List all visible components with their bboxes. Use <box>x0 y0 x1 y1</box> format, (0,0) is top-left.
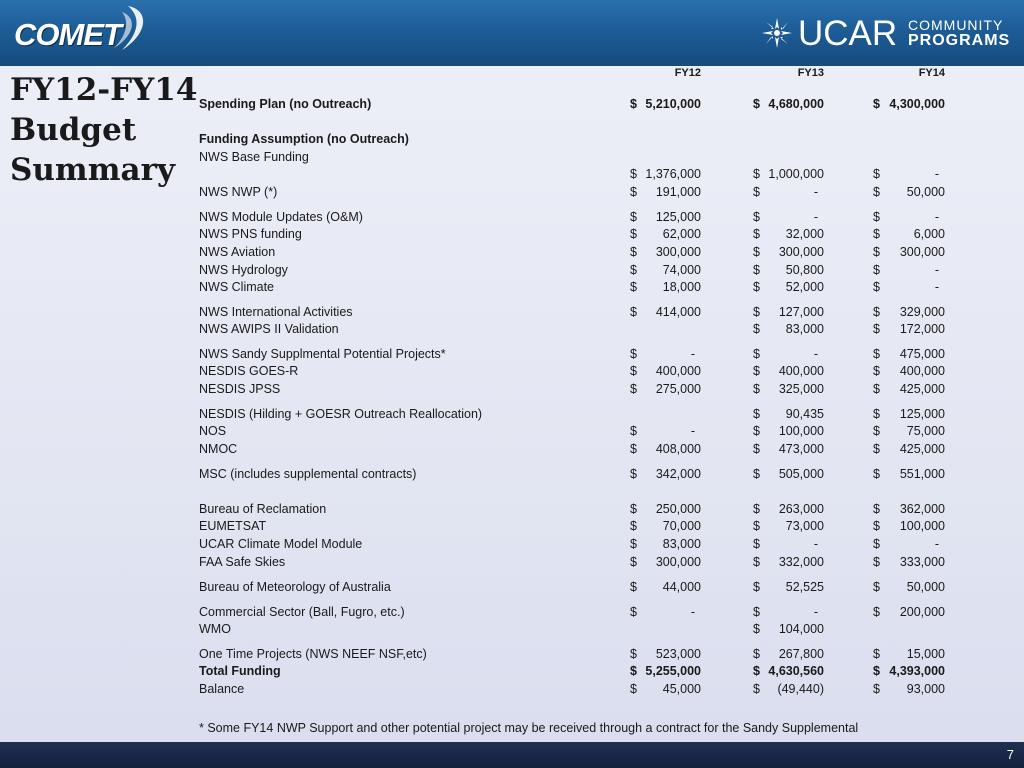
currency-symbol: $ <box>753 664 760 678</box>
cell-value: 325,000 <box>778 382 824 396</box>
currency-symbol: $ <box>753 185 760 199</box>
cell-value: 73,000 <box>785 519 824 533</box>
currency-symbol: $ <box>630 364 637 378</box>
cell-value: 18,000 <box>662 280 701 294</box>
cell-value: 52,000 <box>785 280 824 294</box>
currency-symbol: $ <box>753 407 760 421</box>
currency-symbol: $ <box>873 305 880 319</box>
cell-value: 332,000 <box>778 555 824 569</box>
row-label: Spending Plan (no Outreach) <box>199 97 372 111</box>
currency-symbol: $ <box>873 382 880 396</box>
currency-symbol: $ <box>630 97 637 111</box>
cell-value: 400,000 <box>778 364 824 378</box>
title-line: Budget <box>10 112 137 148</box>
comet-logo: COMET <box>14 17 121 52</box>
currency-symbol: $ <box>753 555 760 569</box>
cell-value: 475,000 <box>899 347 945 361</box>
currency-symbol: $ <box>630 210 637 224</box>
cell-value: 127,000 <box>778 305 824 319</box>
currency-symbol: $ <box>753 519 760 533</box>
cell-value: - <box>934 537 939 551</box>
cell-value: 6,000 <box>913 227 945 241</box>
currency-symbol: $ <box>873 407 880 421</box>
cell-value: 74,000 <box>662 263 701 277</box>
currency-symbol: $ <box>630 467 637 481</box>
cell-value: 523,000 <box>655 647 701 661</box>
row-label: MSC (includes supplemental contracts) <box>199 467 417 481</box>
currency-symbol: $ <box>873 280 880 294</box>
cell-value: 408,000 <box>655 442 701 456</box>
row-label: NWS AWIPS II Validation <box>199 322 339 336</box>
row-label: One Time Projects (NWS NEEF NSF,etc) <box>199 647 427 661</box>
currency-symbol: $ <box>753 364 760 378</box>
cell-value: 90,435 <box>785 407 824 421</box>
currency-symbol: $ <box>873 263 880 277</box>
cell-value: 551,000 <box>899 467 945 481</box>
ucar-sub-programs: PROGRAMS <box>908 32 1011 49</box>
currency-symbol: $ <box>873 442 880 456</box>
currency-symbol: $ <box>630 442 637 456</box>
cell-value: 4,393,000 <box>889 664 945 678</box>
currency-symbol: $ <box>753 347 760 361</box>
currency-symbol: $ <box>753 245 760 259</box>
cell-value: 104,000 <box>778 622 824 636</box>
cell-value: 1,376,000 <box>645 167 701 181</box>
cell-value: - <box>813 210 818 224</box>
cell-value: 4,300,000 <box>889 97 945 111</box>
cell-value: - <box>934 167 939 181</box>
currency-symbol: $ <box>873 97 880 111</box>
cell-value: 300,000 <box>655 245 701 259</box>
currency-symbol: $ <box>873 322 880 336</box>
cell-value: 300,000 <box>655 555 701 569</box>
row-label: Commercial Sector (Ball, Fugro, etc.) <box>199 605 405 619</box>
currency-symbol: $ <box>630 682 637 696</box>
currency-symbol: $ <box>753 682 760 696</box>
cell-value: 250,000 <box>655 502 701 516</box>
currency-symbol: $ <box>630 167 637 181</box>
cell-value: 300,000 <box>899 245 945 259</box>
cell-value: 100,000 <box>778 424 824 438</box>
currency-symbol: $ <box>873 664 880 678</box>
cell-value: 83,000 <box>785 322 824 336</box>
cell-value: 505,000 <box>778 467 824 481</box>
cell-value: 4,630,560 <box>768 664 824 678</box>
ucar-logo <box>760 14 1010 54</box>
cell-value: 50,000 <box>906 185 945 199</box>
cell-value: - <box>690 605 695 619</box>
cell-value: 50,800 <box>785 263 824 277</box>
cell-value: 62,000 <box>662 227 701 241</box>
currency-symbol: $ <box>873 245 880 259</box>
cell-value: - <box>813 185 818 199</box>
currency-symbol: $ <box>630 263 637 277</box>
column-header: FY12 <box>674 67 701 79</box>
title-line: FY12-FY14 <box>10 72 198 108</box>
currency-symbol: $ <box>873 364 880 378</box>
currency-symbol: $ <box>873 167 880 181</box>
row-label: FAA Safe Skies <box>199 555 286 569</box>
cell-value: 425,000 <box>899 382 945 396</box>
page-number: 7 <box>1006 747 1014 762</box>
currency-symbol: $ <box>873 347 880 361</box>
currency-symbol: $ <box>873 605 880 619</box>
currency-symbol: $ <box>630 280 637 294</box>
currency-symbol: $ <box>873 210 880 224</box>
row-label: NWS Aviation <box>199 245 276 259</box>
ucar-sub-community: COMMUNITY <box>908 17 1004 33</box>
currency-symbol: $ <box>753 622 760 636</box>
currency-symbol: $ <box>873 467 880 481</box>
row-label: Bureau of Reclamation <box>199 502 327 516</box>
cell-value: - <box>813 605 818 619</box>
cell-value: 172,000 <box>899 322 945 336</box>
cell-value: 329,000 <box>899 305 945 319</box>
currency-symbol: $ <box>753 424 760 438</box>
currency-symbol: $ <box>630 555 637 569</box>
currency-symbol: $ <box>753 210 760 224</box>
currency-symbol: $ <box>630 382 637 396</box>
cell-value: - <box>934 263 939 277</box>
row-label: Bureau of Meteorology of Australia <box>199 580 391 594</box>
currency-symbol: $ <box>630 580 637 594</box>
cell-value: - <box>934 280 939 294</box>
title-line: Summary <box>10 152 175 188</box>
currency-symbol: $ <box>873 647 880 661</box>
cell-value: 425,000 <box>899 442 945 456</box>
cell-value: 32,000 <box>785 227 824 241</box>
currency-symbol: $ <box>873 537 880 551</box>
currency-symbol: $ <box>873 424 880 438</box>
row-label: NWS Base Funding <box>199 150 309 164</box>
cell-value: 5,255,000 <box>645 664 701 678</box>
cell-value: - <box>690 347 695 361</box>
currency-symbol: $ <box>873 502 880 516</box>
currency-symbol: $ <box>753 580 760 594</box>
row-label: NMOC <box>199 442 238 456</box>
ucar-wordmark: UCAR <box>798 14 898 53</box>
cell-value: 83,000 <box>662 537 701 551</box>
cell-value: 473,000 <box>778 442 824 456</box>
currency-symbol: $ <box>753 605 760 619</box>
cell-value: 15,000 <box>906 647 945 661</box>
currency-symbol: $ <box>873 519 880 533</box>
cell-value: 45,000 <box>662 682 701 696</box>
cell-value: 275,000 <box>655 382 701 396</box>
currency-symbol: $ <box>873 555 880 569</box>
currency-symbol: $ <box>630 227 637 241</box>
row-label: Total Funding <box>199 664 281 678</box>
cell-value: 125,000 <box>655 210 701 224</box>
cell-value: 125,000 <box>899 407 945 421</box>
cell-value: 1,000,000 <box>768 167 824 181</box>
currency-symbol: $ <box>753 647 760 661</box>
row-label: NWS Hydrology <box>199 263 288 277</box>
cell-value: (49,440) <box>777 682 824 696</box>
currency-symbol: $ <box>630 245 637 259</box>
column-header: FY13 <box>797 67 824 79</box>
row-label: WMO <box>199 622 231 636</box>
footer-band <box>0 742 1024 768</box>
row-label: NESDIS GOES-R <box>199 364 299 378</box>
row-label: NWS International Activities <box>199 305 353 319</box>
cell-value: 52,525 <box>785 580 824 594</box>
cell-value: 191,000 <box>655 185 701 199</box>
currency-symbol: $ <box>753 322 760 336</box>
row-label: NESDIS (Hilding + GOESR Outreach Reallocation) <box>199 407 483 421</box>
currency-symbol: $ <box>753 280 760 294</box>
currency-symbol: $ <box>753 305 760 319</box>
cell-value: 50,000 <box>906 580 945 594</box>
cell-value: - <box>690 424 695 438</box>
row-label: Funding Assumption (no Outreach) <box>199 132 409 146</box>
row-label: NWS Climate <box>199 280 275 294</box>
currency-symbol: $ <box>873 580 880 594</box>
footnote: * Some FY14 NWP Support and other potential project may be received through a contract for the Sandy Supplemental <box>199 721 859 735</box>
cell-value: 100,000 <box>899 519 945 533</box>
row-label: NESDIS JPSS <box>199 382 281 396</box>
cell-value: 263,000 <box>778 502 824 516</box>
cell-value: 70,000 <box>662 519 701 533</box>
currency-symbol: $ <box>873 682 880 696</box>
currency-symbol: $ <box>630 605 637 619</box>
row-label: NOS <box>199 424 227 438</box>
cell-value: - <box>813 347 818 361</box>
row-label: NWS Sandy Supplmental Potential Projects* <box>199 347 446 361</box>
currency-symbol: $ <box>630 305 637 319</box>
currency-symbol: $ <box>630 647 637 661</box>
row-label: UCAR Climate Model Module <box>199 537 363 551</box>
currency-symbol: $ <box>630 185 637 199</box>
currency-symbol: $ <box>873 227 880 241</box>
cell-value: - <box>813 537 818 551</box>
currency-symbol: $ <box>753 467 760 481</box>
cell-value: 200,000 <box>899 605 945 619</box>
currency-symbol: $ <box>630 502 637 516</box>
cell-value: 5,210,000 <box>645 97 701 111</box>
currency-symbol: $ <box>753 442 760 456</box>
ucar-star-icon <box>760 16 794 50</box>
cell-value: - <box>934 210 939 224</box>
cell-value: 4,680,000 <box>768 97 824 111</box>
cell-value: 300,000 <box>778 245 824 259</box>
row-label: NWS PNS funding <box>199 227 302 241</box>
cell-value: 267,800 <box>778 647 824 661</box>
currency-symbol: $ <box>753 537 760 551</box>
cell-value: 75,000 <box>906 424 945 438</box>
row-label: NWS Module Updates (O&M) <box>199 210 363 224</box>
row-label: Balance <box>199 682 245 696</box>
currency-symbol: $ <box>873 185 880 199</box>
currency-symbol: $ <box>630 519 637 533</box>
cell-value: 400,000 <box>655 364 701 378</box>
currency-symbol: $ <box>630 537 637 551</box>
row-label: EUMETSAT <box>199 519 267 533</box>
currency-symbol: $ <box>630 347 637 361</box>
cell-value: 362,000 <box>899 502 945 516</box>
cell-value: 414,000 <box>655 305 701 319</box>
currency-symbol: $ <box>753 167 760 181</box>
slide-title <box>10 70 198 190</box>
cell-value: 93,000 <box>906 682 945 696</box>
currency-symbol: $ <box>630 664 637 678</box>
currency-symbol: $ <box>753 382 760 396</box>
currency-symbol: $ <box>753 97 760 111</box>
cell-value: 400,000 <box>899 364 945 378</box>
column-header: FY14 <box>918 67 945 79</box>
currency-symbol: $ <box>753 502 760 516</box>
row-label: NWS NWP (*) <box>199 185 278 199</box>
currency-symbol: $ <box>630 424 637 438</box>
cell-value: 342,000 <box>655 467 701 481</box>
currency-symbol: $ <box>753 263 760 277</box>
cell-value: 333,000 <box>899 555 945 569</box>
cell-value: 44,000 <box>662 580 701 594</box>
currency-symbol: $ <box>753 227 760 241</box>
